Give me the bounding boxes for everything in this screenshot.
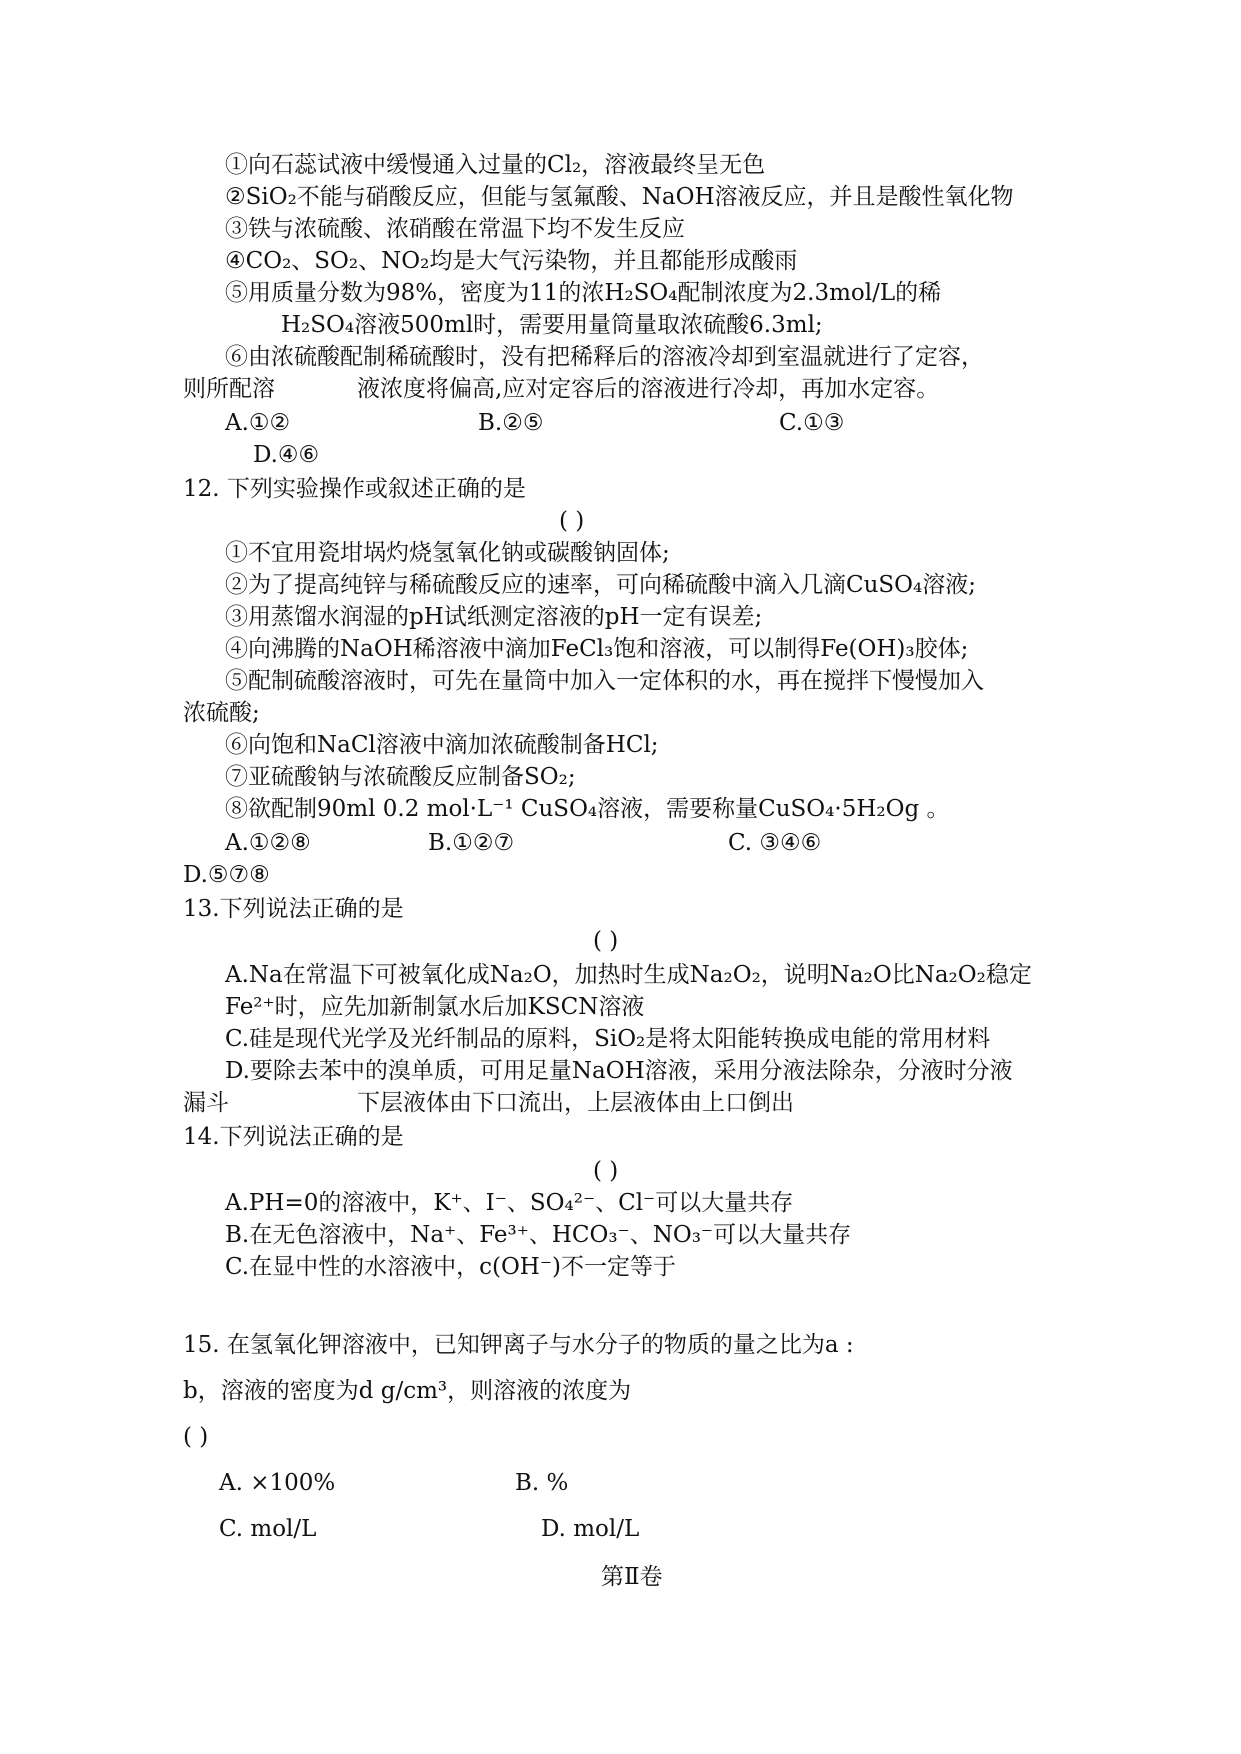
q11-statement-2: ②SiO₂不能与硝酸反应，但能与氢氟酸、NaOH溶液反应，并且是酸性氧化物 [225, 184, 1014, 210]
q15-stem-line2: b，溶液的密度为d g/cm³，则溶液的浓度为 [183, 1378, 632, 1404]
q15-stem-line1: 15. 在氢氧化钾溶液中，已知钾离子与水分子的物质的量之比为a : [183, 1332, 854, 1358]
q11-statement-3: ③铁与浓硫酸、浓硝酸在常温下均不发生反应 [225, 216, 685, 242]
q12-option-d: D.⑤⑦⑧ [183, 862, 270, 888]
q11-statement-6b-right: 液浓度将偏高,应对定容后的溶液进行冷却，再加水定容。 [357, 376, 940, 402]
q13-answer-paren: ( ) [593, 928, 619, 954]
q11-option-b: B.②⑤ [478, 410, 544, 436]
q12-statement-5a: ⑤配制硫酸溶液时，可先在量筒中加入一定体积的水，再在搅拌下慢慢加入 [225, 668, 984, 694]
q15-option-a: A. ×100% [219, 1470, 336, 1496]
q13-option-a: A.Na在常温下可被氧化成Na₂O，加热时生成Na₂O₂，说明Na₂O比Na₂O₂稳定 [225, 962, 1032, 988]
q15-answer-paren: ( ) [183, 1424, 209, 1450]
q15-option-d: D. mol/L [541, 1516, 640, 1542]
q12-option-a: A.①②⑧ [225, 830, 311, 856]
q13-stem: 13.下列说法正确的是 [183, 896, 404, 922]
q12-statement-8: ⑧欲配制90ml 0.2 mol·L⁻¹ CuSO₄溶液，需要称量CuSO₄·5H₂Og 。 [225, 796, 950, 822]
q11-statement-6a: ⑥由浓硫酸配制稀硫酸时，没有把稀释后的溶液冷却到室温就进行了定容， [225, 344, 984, 370]
q14-answer-paren: ( ) [593, 1158, 619, 1184]
q13-option-d-line1: D.要除去苯中的溴单质，可用足量NaOH溶液，采用分液法除杂，分液时分液 [225, 1058, 1013, 1084]
q13-option-d-line2-right: 下层液体由下口流出，上层液体由上口倒出 [357, 1090, 794, 1116]
q11-option-c: C.①③ [779, 410, 845, 436]
q12-answer-paren: ( ) [559, 508, 585, 534]
q11-statement-5a: ⑤用质量分数为98%，密度为11的浓H₂SO₄配制浓度为2.3mol/L的稀 [225, 280, 942, 306]
q12-statement-6: ⑥向饱和NaCl溶液中滴加浓硫酸制备HCl; [225, 732, 659, 758]
section-title: 第Ⅱ卷 [601, 1564, 663, 1590]
q11-statement-6b-left: 则所配溶 [183, 376, 275, 402]
q12-stem: 12. 下列实验操作或叙述正确的是 [183, 476, 526, 502]
q14-option-c: C.在显中性的水溶液中，c(OH⁻)不一定等于 [225, 1254, 676, 1280]
q12-statement-3: ③用蒸馏水润湿的pH试纸测定溶液的pH一定有误差; [225, 604, 763, 630]
q15-option-b: B. % [515, 1470, 569, 1496]
q13-option-c: C.硅是现代光学及光纤制品的原料，SiO₂是将太阳能转换成电能的常用材料 [225, 1026, 991, 1052]
q14-option-b: B.在无色溶液中，Na⁺、Fe³⁺、HCO₃⁻、NO₃⁻可以大量共存 [225, 1222, 852, 1248]
q11-statement-1: ①向石蕊试液中缓慢通入过量的Cl₂，溶液最终呈无色 [225, 152, 766, 178]
q12-statement-7: ⑦亚硫酸钠与浓硫酸反应制备SO₂; [225, 764, 576, 790]
q14-stem: 14.下列说法正确的是 [183, 1124, 404, 1150]
q11-statement-5b: H₂SO₄溶液500ml时，需要用量筒量取浓硫酸6.3ml; [281, 312, 823, 338]
q13-option-b: Fe²⁺时，应先加新制氯水后加KSCN溶液 [225, 994, 645, 1020]
q12-option-b: B.①②⑦ [428, 830, 515, 856]
q14-option-a: A.PH=0的溶液中，K⁺、I⁻、SO₄²⁻、Cl⁻可以大量共存 [225, 1190, 794, 1216]
q12-option-c: C. ③④⑥ [728, 830, 822, 856]
q12-statement-1: ①不宜用瓷坩埚灼烧氢氧化钠或碳酸钠固体; [225, 540, 670, 566]
q11-option-d: D.④⑥ [253, 442, 320, 468]
q12-statement-4: ④向沸腾的NaOH稀溶液中滴加FeCl₃饱和溶液，可以制得Fe(OH)₃胶体; [225, 636, 969, 662]
q12-statement-5b: 浓硫酸; [183, 700, 260, 726]
q15-option-c: C. mol/L [219, 1516, 317, 1542]
q11-option-a: A.①② [225, 410, 291, 436]
q11-statement-4: ④CO₂、SO₂、NO₂均是大气污染物，并且都能形成酸雨 [225, 248, 798, 274]
q13-option-d-line2-left: 漏斗 [183, 1090, 229, 1116]
q12-statement-2: ②为了提高纯锌与稀硫酸反应的速率，可向稀硫酸中滴入几滴CuSO₄溶液; [225, 572, 976, 598]
